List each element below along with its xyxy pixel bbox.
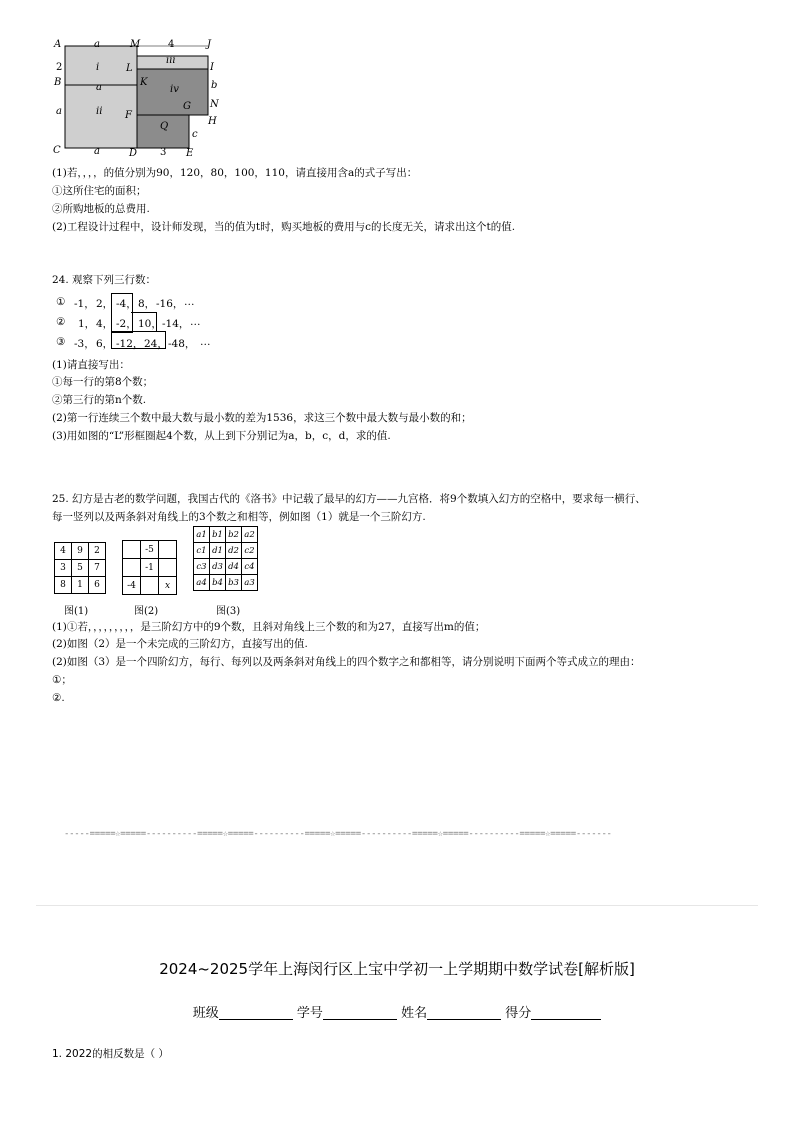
cell: a1: [194, 527, 210, 543]
caption-fig1: 图(1): [64, 606, 89, 617]
l-frame-right: [131, 312, 157, 332]
label-K: K: [140, 77, 148, 88]
exam-title: 2024~2025学年上海闵行区上宝中学初一上学期期中数学试卷[解析版]: [159, 960, 635, 978]
floor-plan-figure: [50, 36, 225, 161]
floor-plan-svg: [50, 36, 225, 161]
q25-part2-2: ②.: [52, 692, 65, 704]
magic-square-fig1: [54, 542, 106, 594]
cell: 2: [89, 543, 106, 560]
cell: -4: [123, 577, 141, 595]
field-score-label: 得分: [505, 1006, 532, 1021]
seq-item: 24，: [144, 338, 168, 350]
label-J: J: [207, 39, 212, 50]
cell: d1: [210, 543, 226, 559]
q24-part3: (3)用如图的“L”形框圈起4个数，从上到下分别记为a，b，c，d，求的值.: [52, 430, 391, 442]
q23-part1-2: ②所购地板的总费用.: [52, 203, 150, 215]
seq-item: 1，: [78, 318, 96, 330]
seq-item: 2，: [96, 298, 114, 310]
page-divider: -----=====☆=====----------=====☆=====----------=====☆=====----------=====☆=====----------=====☆=====-------: [64, 829, 612, 839]
q24-part1-2: ②第三行的第n个数.: [52, 394, 147, 406]
cell: 8: [55, 577, 72, 594]
field-class-label: 班级: [192, 1006, 219, 1021]
row-marker: ①: [56, 296, 66, 308]
q25-part1: (1)①若，，，，，，，，，是三阶幻方中的9个数，且斜对角线上三个数的和为27，直接写出m的值；: [52, 621, 486, 633]
field-score-blank[interactable]: [531, 1005, 601, 1020]
seq-item: …: [184, 296, 195, 308]
cell: -5: [141, 541, 159, 559]
magic-square-fig2: [122, 540, 177, 595]
seq-item: 6，: [96, 338, 114, 350]
label-A: A: [54, 39, 62, 50]
seq-item: -14，: [162, 318, 190, 330]
seq-item: -1，: [74, 298, 95, 310]
cell: c3: [194, 559, 210, 575]
cell: a3: [242, 575, 258, 591]
seq-item: -3，: [74, 338, 95, 350]
magic-square-fig3: [193, 526, 258, 591]
cell: b3: [226, 575, 242, 591]
label-ii: ii: [96, 106, 103, 117]
cell: [141, 577, 159, 595]
seq-item: 8，: [138, 298, 156, 310]
l-frame-vertical: [111, 293, 133, 333]
label-D: D: [129, 148, 138, 159]
q24-part1-1: ①每一行的第8个数；: [52, 376, 154, 388]
seq-item: …: [200, 336, 211, 348]
cell: [159, 559, 177, 577]
label-4: 4: [168, 39, 175, 50]
field-name-blank[interactable]: [427, 1005, 501, 1020]
cell: d2: [226, 543, 242, 559]
cell: 9: [72, 543, 89, 560]
seq-item: -12，: [116, 338, 144, 350]
row-marker: ②: [56, 316, 66, 328]
cell: 3: [55, 560, 72, 577]
cell: 7: [89, 560, 106, 577]
cell: [159, 541, 177, 559]
cell: b2: [226, 527, 242, 543]
cell: 1: [72, 577, 89, 594]
q25-stem-2: 每一竖列以及两条斜对角线上的3个数之和相等，例如图（1）就是一个三阶幻方.: [52, 511, 426, 523]
label-M: M: [130, 39, 141, 50]
label-a-left: a: [56, 106, 62, 117]
q25-part2-1: ①；: [52, 674, 72, 686]
field-id-blank[interactable]: [323, 1005, 397, 1020]
label-c: c: [192, 129, 198, 140]
cell: b4: [210, 575, 226, 591]
label-a-top: a: [94, 39, 100, 50]
seq-item: -2，: [116, 318, 137, 330]
cell: c4: [242, 559, 258, 575]
q25-stem-1: 25. 幻方是古老的数学问题，我国古代的《洛书》中记载了最早的幻方——九宫格．将9个数填入幻方的空格中，要求每一横行、: [52, 493, 646, 505]
cell: 6: [89, 577, 106, 594]
seq-item: 10，: [138, 318, 162, 330]
label-H: H: [208, 116, 217, 127]
label-C: C: [53, 145, 61, 156]
cell: 5: [72, 560, 89, 577]
q25-part2-fig2: (2)如图（2）是一个未完成的三阶幻方，直接写出的值.: [52, 638, 308, 650]
label-B: B: [54, 77, 62, 88]
label-b: b: [211, 80, 218, 91]
cell: d4: [226, 559, 242, 575]
label-iv: iv: [170, 84, 179, 95]
l-frame-bottom: [111, 331, 166, 349]
q23-part2: (2)工程设计过程中，设计师发现，当的值为t时，购买地板的费用与c的长度无关，请求出这个t的值.: [52, 221, 516, 233]
cell: a2: [242, 527, 258, 543]
caption-fig2: 图(2): [134, 606, 159, 617]
label-I: I: [210, 62, 214, 73]
label-i: i: [96, 62, 100, 73]
q1-text: 1. 2022的相反数是（ ）: [52, 1048, 169, 1060]
cell: [123, 541, 141, 559]
cell: x: [159, 577, 177, 595]
cell: d3: [210, 559, 226, 575]
label-Q: Q: [160, 121, 169, 132]
label-E: E: [186, 148, 194, 159]
field-class-blank[interactable]: [219, 1005, 293, 1020]
cell: c1: [194, 543, 210, 559]
seq-item: …: [190, 316, 201, 328]
cell: a4: [194, 575, 210, 591]
page-break-line: [36, 905, 758, 906]
caption-fig3: 图(3): [216, 606, 241, 617]
cell: b1: [210, 527, 226, 543]
label-iii: iii: [166, 55, 176, 66]
label-a-mid: a: [96, 82, 102, 93]
q24-part1: (1)请直接写出：: [52, 359, 130, 371]
label-a-bot: a: [94, 146, 100, 157]
cell: -1: [141, 559, 159, 577]
seq-item: -48，: [168, 338, 196, 350]
label-3: 3: [160, 147, 167, 158]
q24-title: 24. 观察下列三行数：: [52, 274, 157, 286]
q24-part2: (2)第一行连续三个数中最大数与最小数的差为1536，求这三个数中最大数与最小数的和；: [52, 412, 472, 424]
field-name-label: 姓名: [401, 1006, 428, 1021]
label-G: G: [183, 101, 191, 112]
q23-part1-1: ①这所住宅的面积；: [52, 185, 147, 197]
seq-item: -16，: [156, 298, 184, 310]
label-L: L: [126, 63, 133, 74]
cell: 4: [55, 543, 72, 560]
cell: c2: [242, 543, 258, 559]
label-F: F: [125, 110, 132, 121]
field-id-label: 学号: [296, 1006, 323, 1021]
q23-part1: (1)若，，，，的值分别为90，120，80，100，110，请直接用含a的式子写出：: [52, 167, 418, 179]
label-N: N: [210, 99, 219, 110]
student-info-fields: [0, 1002, 794, 1021]
row-marker: ③: [56, 336, 66, 348]
label-2: 2: [56, 62, 63, 73]
cell: [123, 559, 141, 577]
seq-item: -4，: [116, 298, 137, 310]
q25-part2-fig3: (2)如图（3）是一个四阶幻方，每行、每列以及两条斜对角线上的四个数字之和都相等，请分别说明下面两个等式成立的理由：: [52, 656, 641, 668]
seq-item: 4，: [96, 318, 114, 330]
